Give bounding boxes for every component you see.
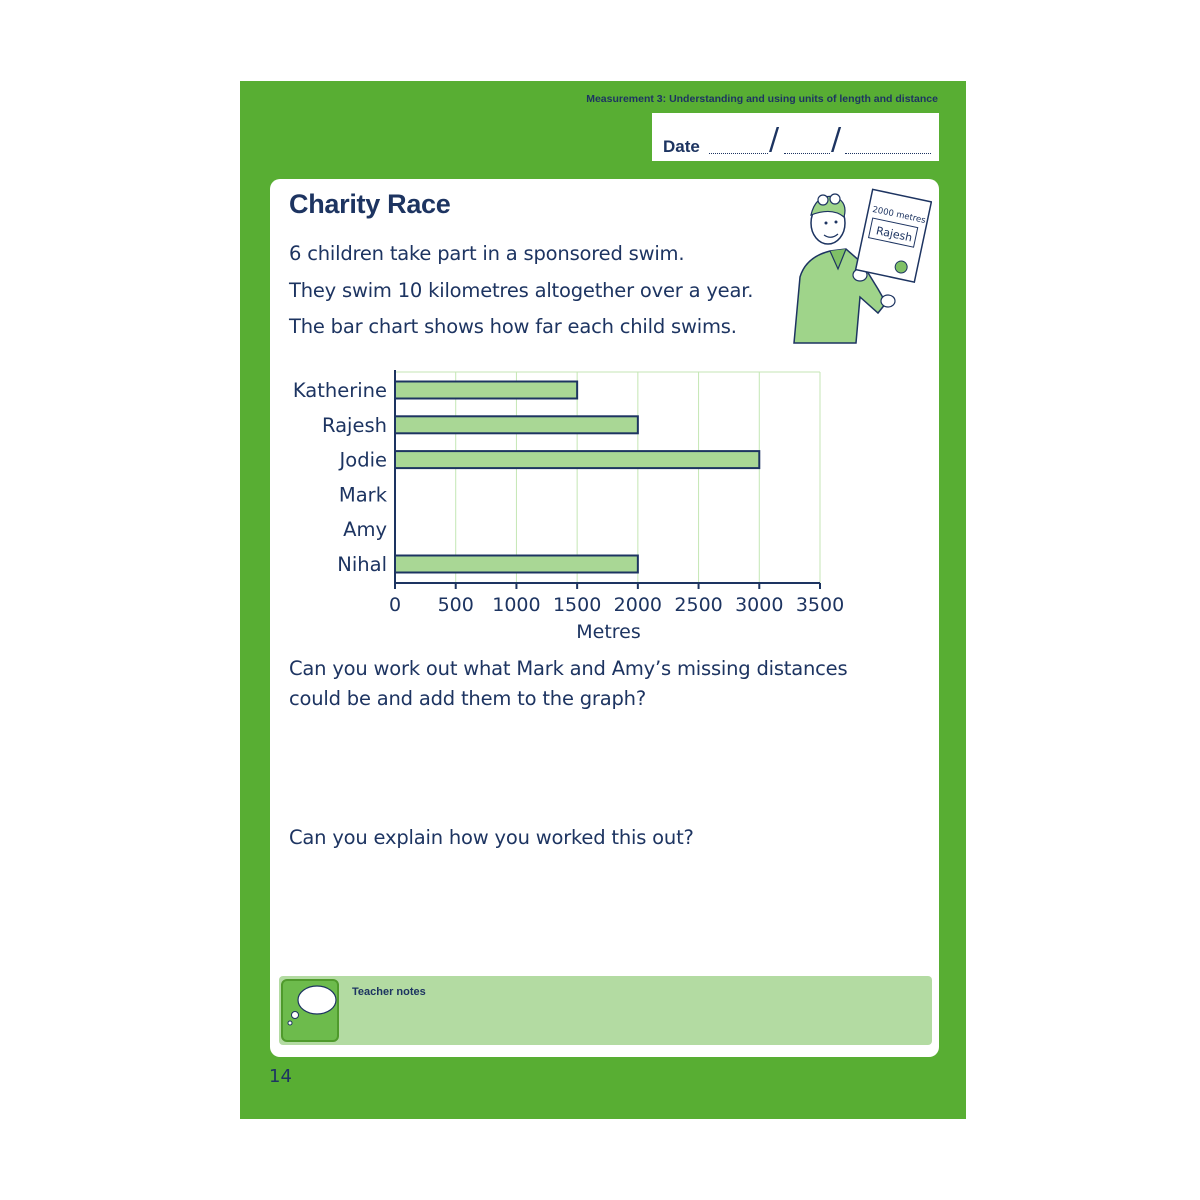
category-label: Rajesh: [321, 413, 387, 437]
date-label: Date: [663, 137, 700, 156]
x-tick-label: 1000: [492, 594, 541, 616]
x-tick-label: 3500: [795, 594, 845, 616]
x-tick-label: 500: [437, 594, 474, 616]
chart-bar: [395, 382, 577, 399]
worksheet-page: [240, 81, 966, 1119]
teacher-notes-label: Teacher notes: [352, 986, 426, 998]
date-day-field[interactable]: [709, 153, 768, 154]
category-label: Jodie: [339, 448, 387, 472]
speech-bubble-icon: [281, 979, 339, 1042]
certificate-name: Rajesh: [874, 224, 914, 245]
x-tick-label: 0: [388, 594, 402, 616]
x-tick-label: 3000: [735, 594, 784, 616]
worksheet-title: Charity Race: [289, 189, 451, 219]
intro-line: The bar chart shows how far each child swims.: [289, 315, 737, 338]
x-tick-label: 1500: [552, 594, 602, 616]
x-tick-label: 2000: [613, 594, 663, 616]
category-label: Katherine: [292, 379, 387, 402]
question-2: Can you explain how you worked this out?: [289, 826, 694, 849]
page-number: 14: [269, 1066, 292, 1087]
date-separator: /: [769, 122, 780, 157]
category-label: Nihal: [337, 553, 387, 576]
teacher-notes-panel: [279, 976, 932, 1045]
intro-line: 6 children take part in a sponsored swim.: [289, 242, 685, 265]
x-tick-label: 2500: [674, 594, 723, 616]
worksheet-card: [270, 179, 939, 1057]
chart-bar: [395, 451, 759, 468]
question-1-line: could be and add them to the graph?: [289, 687, 646, 710]
certificate-distance: 2000 metres: [871, 204, 927, 226]
intro-line: They swim 10 kilometres altogether over a year.: [289, 279, 754, 302]
category-label: Amy: [343, 518, 387, 542]
date-month-field[interactable]: [784, 153, 830, 154]
distance-bar-chart: [270, 179, 939, 649]
date-separator: /: [831, 122, 842, 157]
topic-header: Measurement 3: Understanding and using units of length and distance: [586, 93, 938, 105]
chart-bar: [395, 416, 638, 433]
date-year-field[interactable]: [845, 153, 931, 154]
x-axis-title: Metres: [576, 621, 641, 643]
date-box: [652, 113, 939, 161]
chart-bar: [395, 556, 638, 573]
question-1-line: Can you work out what Mark and Amy’s missing distances: [289, 657, 848, 680]
category-label: Mark: [338, 483, 387, 507]
